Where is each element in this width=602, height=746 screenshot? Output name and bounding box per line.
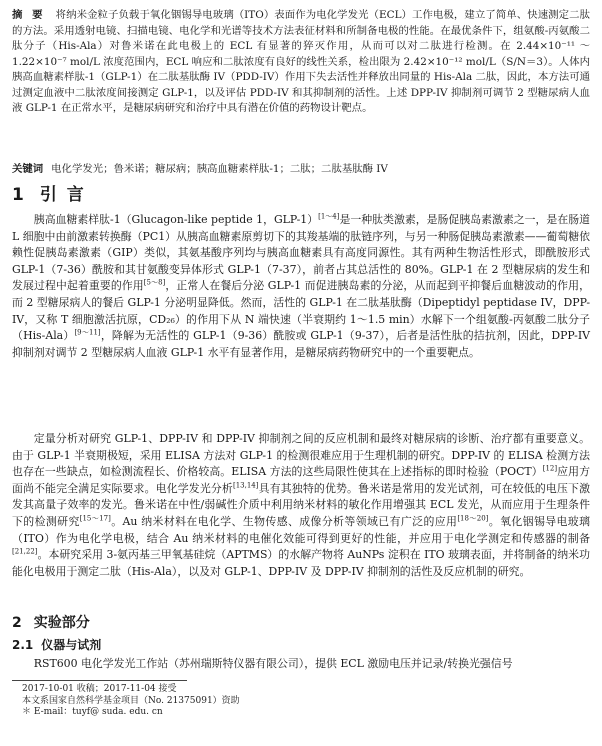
p1-text-d: ，降解为无活性的 GLP-1（9-36）酰胺或 GLP-1（9-37），后者是活性肽的拮抗剂，因此，DPP-IV 抑制剂对调节 2 型糖尿病人血液 GLP-1 水平有显著作用，是糖尿病药物研究中的一个重要靶点。 — [12, 329, 591, 359]
footnote-divider — [12, 680, 187, 681]
footnote-received: 2017-10-01 收稿；2017-11-04 接受 — [22, 684, 177, 694]
section-2-heading — [12, 612, 90, 632]
footnote-email: ＊ E-mail：tuyf@ suda. edu. cn — [22, 707, 163, 717]
subsection-2-1-heading — [12, 636, 101, 653]
section-1-title: 引 言 — [39, 185, 86, 205]
citation: [18～20] — [457, 514, 489, 523]
keywords — [12, 162, 590, 177]
intro-paragraph-2 — [12, 431, 590, 580]
citation: [21,22] — [12, 547, 38, 556]
citation: [1～4] — [318, 212, 340, 221]
citation: [12] — [542, 464, 558, 473]
footnote-funding: 本文系国家自然科学基金项目（No. 21375091）资助 — [22, 695, 240, 706]
section-1-number: 1 — [12, 185, 26, 205]
citation: [15～17] — [79, 514, 111, 523]
subsection-2-1-title: 仪器与试剂 — [41, 638, 102, 652]
p1-text-b: 是一种肽类激素，是肠促胰岛素激素之一，是在肠道 L 细胞中由前激素转换酶（PC1）从胰高血糖素原剪切下的其羧基端的肽链序列，与另一种肠促胰岛素激素——葡萄糖依赖性促胰岛素激素（GIP）类似，其氨基酸序列均与胰高血糖素具有高度同源性。其有两种生物活性形式，即酰胺形式 GLP-1（7-36）酰胺和其甘氨酸变异体形式 GLP-1（7-37），前者占其总活性的 80%。GLP-1 在 2 型糖尿病的发生和发展过程中起着重要的作用 — [12, 213, 590, 293]
abstract-text: 将纳米金粒子负载于氧化铟锡导电玻璃（ITO）表面作为电化学发光（ECL）工作电极，建立了简单、快速测定二肽的方法。采用透射电镜、扫描电镜、电化学和光谱等技术方法表征材料和所制备电极的性能。在最优条件下，组氨酸-丙氨酸二肽分子（His-Ala）对鲁米诺在此电极上的 ECL 有显著的猝灭作用，从而可以对二肽进行检测。在 2.44×10⁻¹¹ ～ 1.22×10⁻⁷ mol/L 浓度范围内，ECL 响应和二肽浓度有良好的线性关系，检出限为 2.42×10⁻¹² mol/L（S/N＝3）。人体内胰高血糖素样肽-1（GLP-1）在二肽基肽酶 IV（PDD-IV）作用下失去活性并释放出同量的 His-Ala 二肽，因此，本方法可通过测定血液中二肽浓度间接测定 GLP-1，以及评估 PDD-IV 和其抑制剂的活性。上述 DPP-IV 抑制剂可调节 2 型糖尿病人血液 GLP-1 在正常水平，是糖尿病研究和治疗中具有潜在价值的药物设计靶点。 — [12, 9, 590, 114]
p2-text-e: 。氧化铟锡导电玻璃（ITO）作为电化学电极，结合 Au 纳米材料的电催化效能可得到更好的性能，并应用于电化学测定和传感器的制备 — [12, 514, 590, 545]
p1-text-a: 胰高血糖素样肽-1（Glucagon-like peptide 1，GLP-1） — [33, 213, 319, 226]
citation: [9～11] — [74, 328, 101, 337]
abstract — [12, 8, 590, 117]
section-2-title: 实验部分 — [33, 615, 90, 631]
keywords-label: 关键词 — [12, 163, 44, 175]
citation: [13,14] — [232, 481, 259, 490]
p2-text-b: 应用方面尚不能完全满足实际要求。电化学发光分析 — [12, 465, 590, 495]
keywords-text: 电化学发光；鲁米诺；糖尿病；胰高血糖素样肽-1；二肽；二肽基肽酶 IV — [51, 163, 388, 175]
p2-text-a: 定量分析对研究 GLP-1、DPP-IV 和 DPP-IV 抑制剂之间的反应机制和最终对糖尿病的诊断、治疗都有重要意义。由于 GLP-1 半衰期极短，采用 ELISA 方法对 GLP-1 的检测很难应用于生理机制的研究。DPP-IV 的 ELISA 检测方法也存在一些缺点，如检测流程长、价格较高。ELISA 方法的这些局限性使其在上述指标的即时检验（POCT） — [12, 432, 590, 479]
footnotes — [22, 684, 582, 719]
p2-text-f: 。本研究采用 3-氨丙基三甲氧基硅烷（APTMS）的水解产物将 AuNPs 淀积在 ITO 玻璃表面，并将制备的纳米功能化电极用于测定二肽（His-Ala），以及对 GLP-1、DPP-IV 及 DPP-IV 抑制剂的活性及反应机制的研究。 — [12, 548, 590, 578]
abstract-label: 摘 要 — [12, 9, 46, 21]
subsection-2-1-number: 2.1 — [12, 638, 34, 652]
intro-paragraph-1 — [12, 212, 590, 361]
p1-text-c: ，正常人在餐后分泌 GLP-1 而促进胰岛素的分泌，从而起到平抑餐后血糖波动的作用，而 2 型糖尿病人的餐后 GLP-1 分泌明显降低。然而，活性的 GLP-1 在二肽基肽酶（Dipeptidyl peptidase IV，DPP-IV，又称 T 细胞激活抗原，CD₂₆）的作用下从 N 端快速（半衰期约 1～1.5 min）水解下一个组氨酸-丙氨酸二肽分子（His-Ala） — [12, 279, 590, 343]
citation: [5～8] — [143, 278, 166, 287]
p2-text-c: 具有其独特的优势。鲁米诺是常用的发光试剂，可在较低的电压下激发其高量子效率的发光。鲁米诺在中性/弱碱性介质中利用纳米材料的敏化作用增强其 ECL 发光，从而应用于生理条件下的检测研究 — [12, 481, 590, 528]
section-2-number: 2 — [12, 615, 22, 631]
p2-text-d: 。Au 纳米材料在电化学、生物传感、成像分析等领域已有广泛的应用 — [110, 514, 458, 528]
section-1-heading — [12, 180, 86, 205]
instruments-paragraph: RST600 电化学发光工作站（苏州瑞斯特仪器有限公司），提供 ECL 激励电压并记录/转换光强信号 — [33, 657, 513, 670]
